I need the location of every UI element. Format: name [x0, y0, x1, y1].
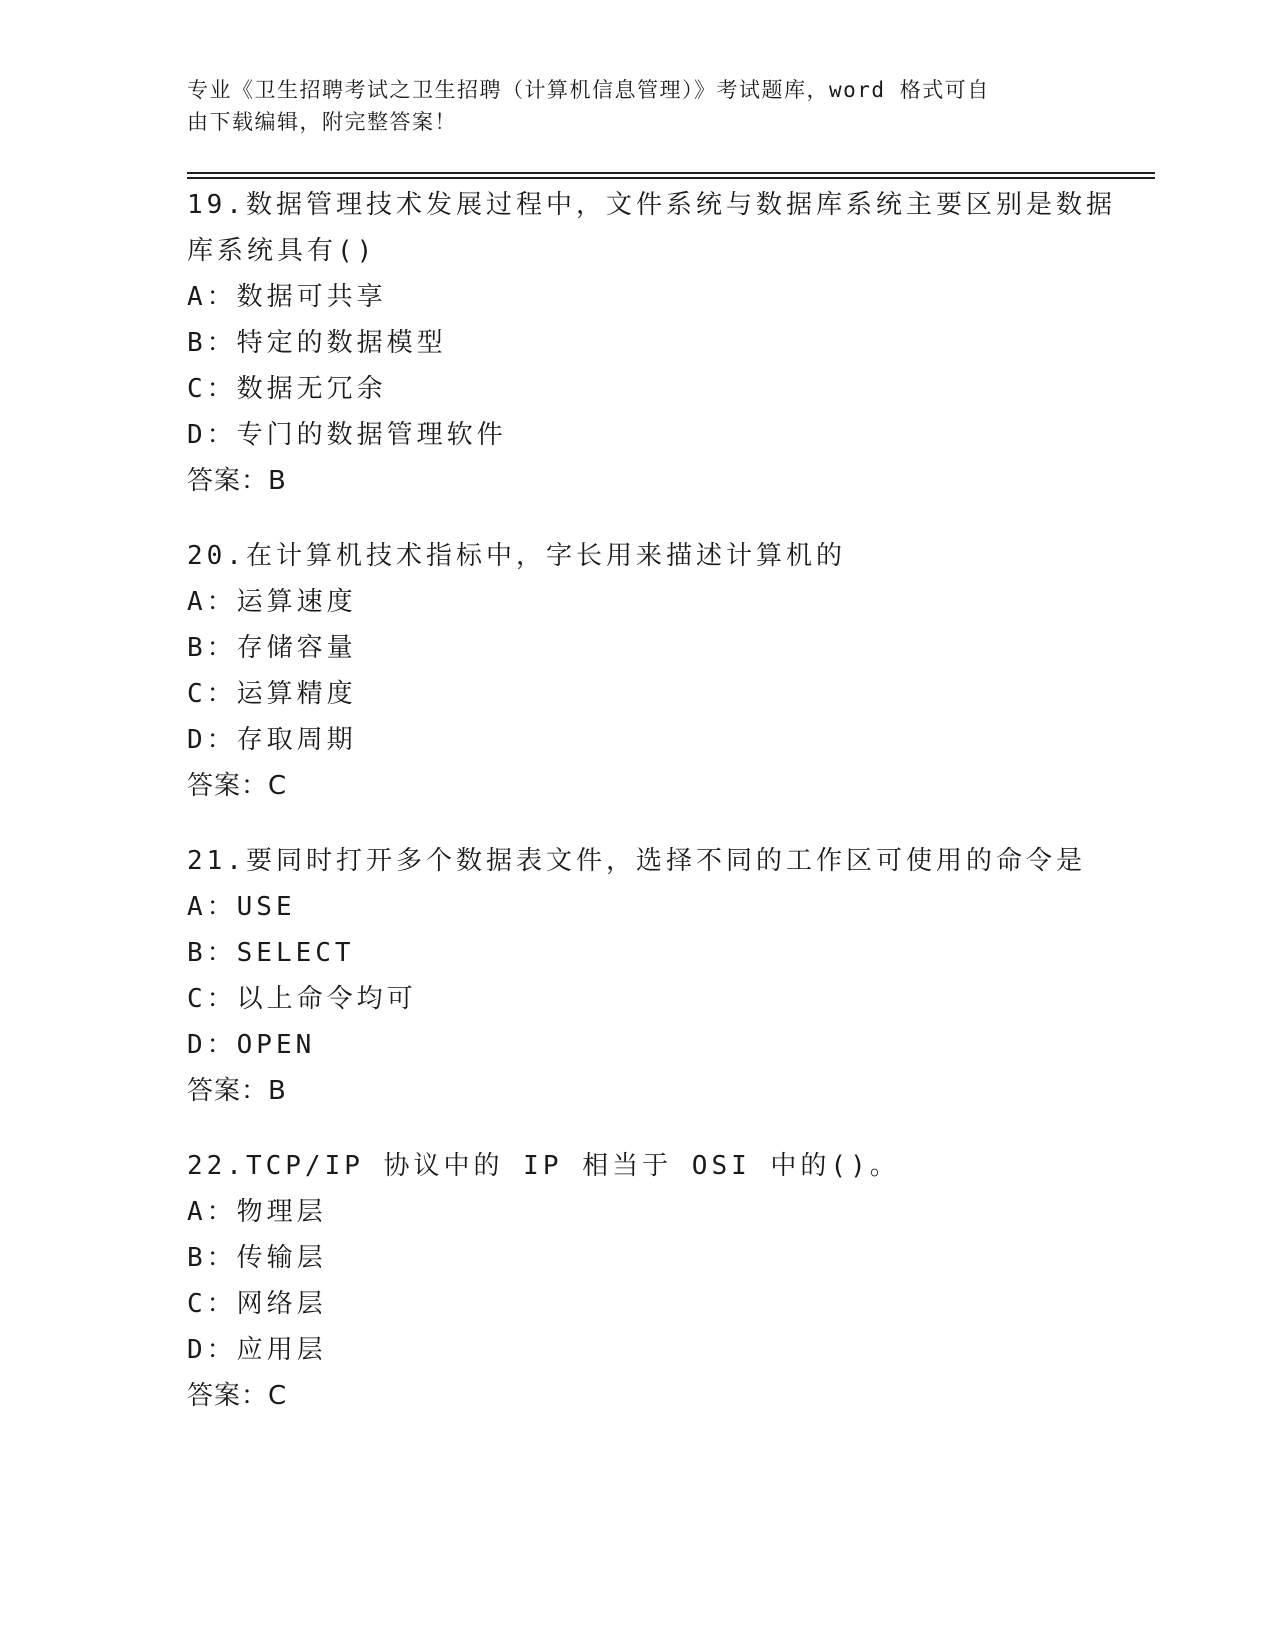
option-a: A：物理层 [187, 1197, 327, 1227]
option-d: D：OPEN [187, 1030, 316, 1060]
option-b: B：传输层 [187, 1243, 327, 1273]
option-a: A：USE [187, 892, 296, 922]
header-rule-bottom [187, 177, 1155, 179]
option-c: C：数据无冗余 [187, 374, 387, 404]
option-a: A：数据可共享 [187, 282, 387, 312]
option-a: A：运算速度 [187, 587, 357, 617]
answer-line: 答案：C [187, 771, 288, 801]
option-d: D：专门的数据管理软件 [187, 420, 507, 450]
option-d: D：存取周期 [187, 725, 357, 755]
question-stem-line: 19.数据管理技术发展过程中，文件系统与数据库系统主要区别是数据 [187, 190, 1116, 220]
question-19 [187, 182, 1116, 504]
question-stem-line: 20.在计算机技术指标中，字长用来描述计算机的 [187, 541, 846, 571]
option-c: C：以上命令均可 [187, 984, 417, 1014]
option-d: D：应用层 [187, 1335, 327, 1365]
header-line-2: 由下载编辑，附完整答案！ [187, 110, 457, 134]
option-b: B：特定的数据模型 [187, 328, 447, 358]
header-line-1: 专业《卫生招聘考试之卫生招聘（计算机信息管理）》考试题库，word 格式可自 [187, 78, 990, 102]
question-stem-line: 21.要同时打开多个数据表文件，选择不同的工作区可使用的命令是 [187, 846, 1086, 876]
question-20 [187, 533, 1087, 809]
option-c: C：运算精度 [187, 679, 357, 709]
answer-line: 答案：B [187, 466, 287, 496]
question-22 [187, 1143, 1087, 1419]
answer-line: 答案：B [187, 1076, 287, 1106]
question-stem-line: 库系统具有() [187, 236, 377, 266]
option-b: B：存储容量 [187, 633, 357, 663]
option-b: B：SELECT [187, 938, 355, 968]
option-c: C：网络层 [187, 1289, 327, 1319]
header-rule-top [187, 172, 1155, 174]
question-21 [187, 838, 1087, 1114]
answer-line: 答案：C [187, 1381, 288, 1411]
question-stem-line: 22.TCP/IP 协议中的 IP 相当于 OSI 中的()。 [187, 1151, 900, 1181]
